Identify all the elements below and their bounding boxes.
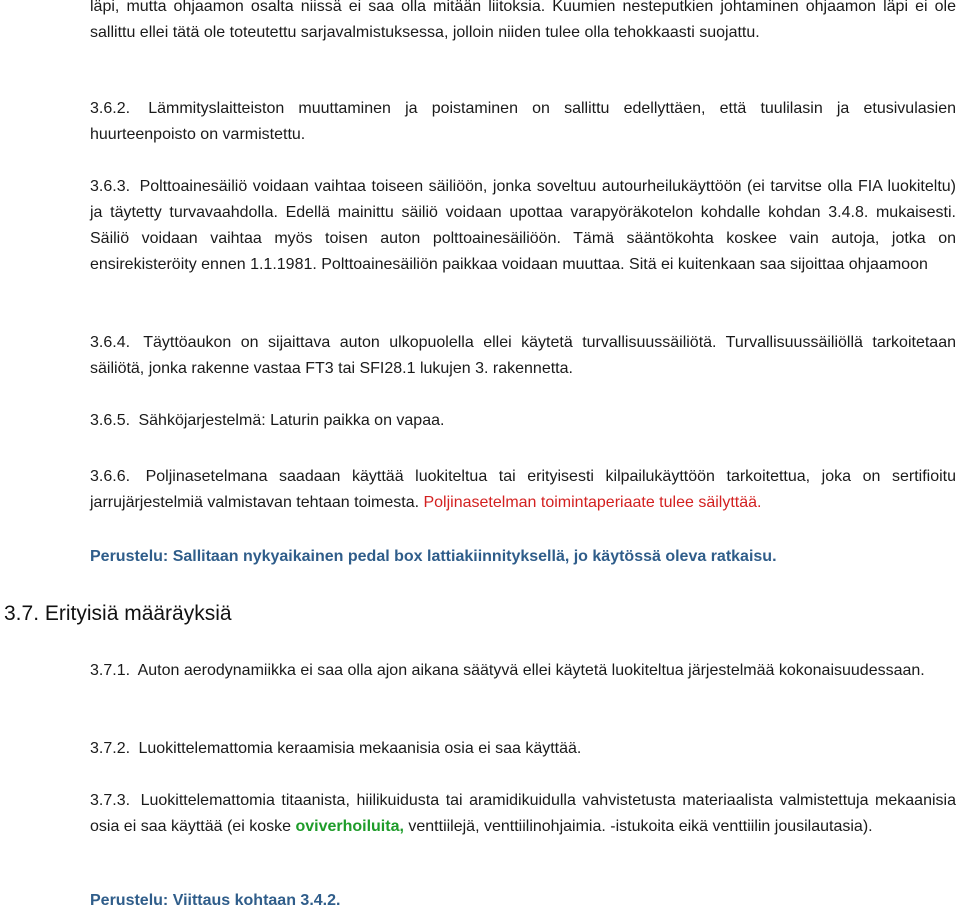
paragraph-3-6-4: [90, 330, 956, 382]
paragraph-continuation: läpi, mutta ohjaamon osalta niissä ei saa olla mitään liitoksia. Kuumien nesteputkien johtaminen ohjaamon läpi ei ole sallittu ellei tätä ole toteutettu sarjavalmistuksessa, jolloin niiden tulee olla tehokkaasti suojattu.: [90, 0, 956, 41]
highlighted-change-text: Poljinasetelman toimintaperiaate tulee säilyttää.: [423, 494, 762, 511]
paragraph-text: Luokittelemattomia titaanista, hiilikuidusta tai aramidikuidulla vahvistetusta materiaalista valmistettuja mekaanisia osia ei saa käyttää (ei koske: [90, 792, 956, 835]
paragraph-3-7-3: [90, 788, 956, 840]
section-number: 3.7.2.: [90, 740, 131, 757]
paragraph-3-6-2: [90, 96, 956, 148]
rationale-note-2: Perustelu: Viittaus kohtaan 3.4.2.: [90, 892, 341, 909]
paragraph-text: Luokittelemattomia keraamisia mekaanisia osia ei saa käyttää.: [138, 740, 582, 757]
section-number: 3.6.2.: [90, 100, 131, 117]
section-number: 3.6.6.: [90, 468, 131, 485]
highlighted-added-text: oviverhoiluita,: [295, 818, 404, 835]
paragraph-text: Poljinasetelmana saadaan käyttää luokiteltua tai erityisesti kilpailukäyttöön tarkoitettua, joka on sertifioitu jarrujärjestelmiä valmistavan tehtaan toimesta.: [90, 468, 956, 511]
paragraph-text: Polttoainesäiliö voidaan vaihtaa toiseen säiliöön, jonka soveltuu autourheilukäyttöön (ei tarvitse olla FIA luokiteltu) ja täytetty turvavaahdolla. Edellä mainittu säiliö voidaan upottaa varapyöräkotelon kohdalle kohdan 3.4.8. mukaisesti. Säiliö voidaan vaihtaa myös toisen auton polttoainesäiliöön. Tämä sääntökohta koskee vain autoja, jotka on ensirekisteröity ennen 1.1.1981. Polttoainesäiliön paikkaa voidaan muuttaa. Sitä ei kuitenkaan saa sijoittaa ohjaamoon: [90, 178, 956, 273]
paragraph-text: Auton aerodynamiikka ei saa olla ajon aikana säätyvä ellei käytetä luokiteltua järjestelmää kokonaisuudessaan.: [137, 662, 925, 679]
paragraph-text-continued: venttiilejä, venttiilinohjaimia. -istukoita eikä venttiilin jousilautasia).: [408, 818, 873, 835]
paragraph-3-6-3: [90, 174, 956, 278]
paragraph-text: Täyttöaukon on sijaittava auton ulkopuolella ellei käytetä turvallisuussäiliötä. Turvallisuussäiliöllä tarkoitetaan säiliötä, jonka rakenne vastaa FT3 tai SFI28.1 lukujen 3. rakennetta.: [90, 334, 956, 377]
paragraph-3-6-6: [90, 464, 956, 516]
section-number: 3.7.1.: [90, 662, 131, 679]
section-number: 3.6.5.: [90, 412, 131, 429]
rationale-note: Perustelu: Sallitaan nykyaikainen pedal box lattiakiinnityksellä, jo käytössä oleva ratkaisu.: [90, 548, 777, 565]
paragraph-3-6-5: [90, 408, 956, 434]
paragraph-text: Lämmityslaitteiston muuttaminen ja poistaminen on sallittu edellyttäen, että tuulilasin ja etusivulasien huurteenpoisto on varmistettu.: [90, 100, 956, 143]
section-number: 3.7.3.: [90, 792, 131, 809]
section-number: 3.6.4.: [90, 334, 131, 351]
paragraph-3-7-2: [90, 736, 956, 762]
paragraph-text: Sähköjarjestelmä: Laturin paikka on vapaa.: [138, 412, 445, 429]
section-heading-3-7: 3.7. Erityisiä määräyksiä: [4, 602, 232, 625]
paragraph-3-7-1: [90, 658, 956, 684]
section-number: 3.6.3.: [90, 178, 131, 195]
